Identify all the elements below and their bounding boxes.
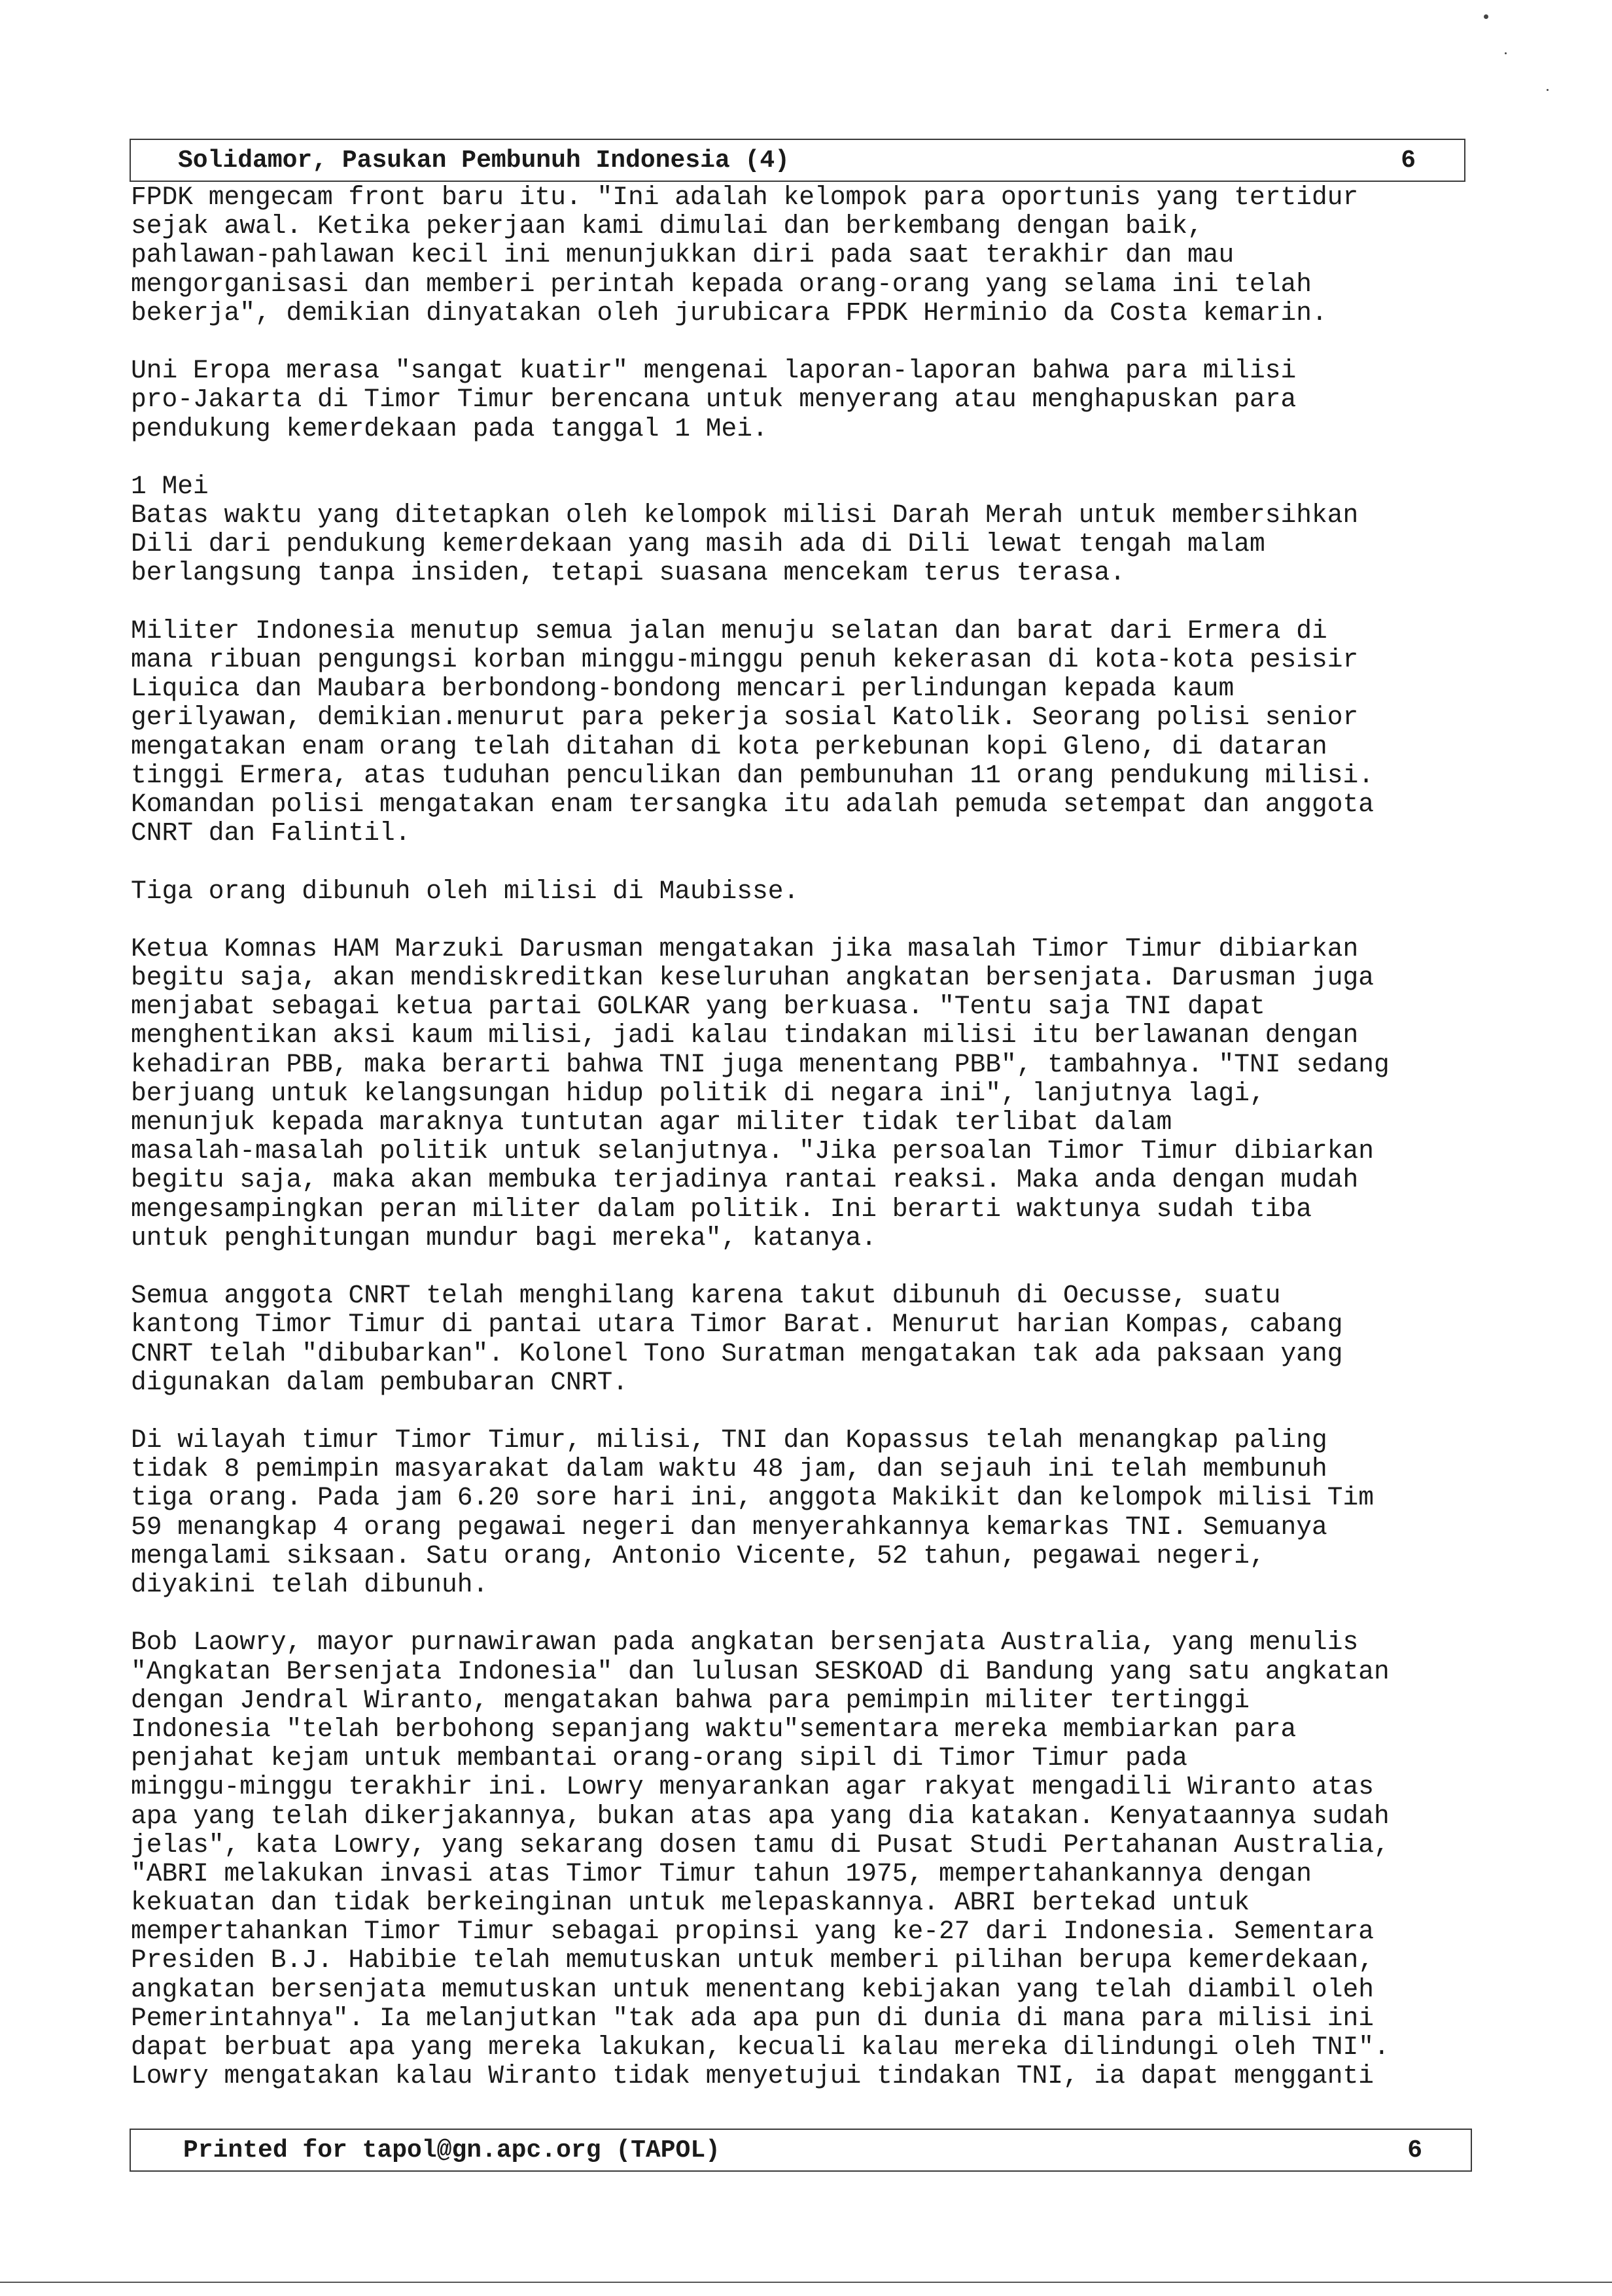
text-line: "ABRI melakukan invasi atas Timor Timur tahun 1975, mempertahankannya dengan — [131, 1858, 1312, 1888]
paragraph — [131, 1281, 1479, 1397]
text-line: untuk penghitungan mundur bagi mereka", katanya. — [131, 1223, 877, 1253]
text-line: Liquica dan Maubara berbondong-bondong mencari perlindungan kepada kaum — [131, 674, 1235, 704]
text-line: Uni Eropa merasa "sangat kuatir" mengenai laporan-laporan bahwa para milisi — [131, 356, 1297, 386]
text-line: berjuang untuk kelangsungan hidup politik di negara ini", lanjutnya lagi, — [131, 1078, 1265, 1108]
text-line: Tiga orang dibunuh oleh milisi di Maubisse. — [131, 876, 799, 906]
paragraph — [131, 1426, 1479, 1599]
text-line: menunjuk kepada maraknya tuntutan agar militer tidak terlibat dalam — [131, 1107, 1172, 1137]
text-line: Dili dari pendukung kemerdekaan yang masih ada di Dili lewat tengah malam — [131, 529, 1265, 559]
text-line: Di wilayah timur Timor Timur, milisi, TNI dan Kopassus telah menangkap paling — [131, 1425, 1327, 1455]
text-line: pendukung kemerdekaan pada tanggal 1 Mei. — [131, 413, 768, 444]
text-line: mengatakan enam orang telah ditahan di kota perkebunan kopi Gleno, di dataran — [131, 731, 1327, 761]
page-footer — [130, 2129, 1472, 2172]
page-header — [130, 139, 1465, 182]
text-line: mengesampingkan peran militer dalam politik. Ini berarti waktunya sudah tiba — [131, 1194, 1312, 1224]
text-line: tinggi Ermera, atas tuduhan penculikan dan pembunuhan 11 orang pendukung milisi. — [131, 760, 1375, 790]
text-line: berlangsung tanpa insiden, tetapi suasana mencekam terus terasa. — [131, 558, 1126, 588]
text-line: Semua anggota CNRT telah menghilang karena takut dibunuh di Oecusse, suatu — [131, 1281, 1281, 1311]
text-line: mengalami siksaan. Satu orang, Antonio Vicente, 52 tahun, pegawai negeri, — [131, 1540, 1265, 1571]
text-line: dengan Jendral Wiranto, mengatakan bahwa para pemimpin militer tertinggi — [131, 1685, 1250, 1715]
paragraph — [131, 935, 1479, 1253]
text-line: Presiden B.J. Habibie telah memutuskan untuk memberi pilihan berupa kemerdekaan, — [131, 1945, 1375, 1975]
scan-bottom-edge — [0, 2282, 1612, 2283]
text-line: Pemerintahnya". Ia melanjutkan "tak ada apa pun di dunia di mana para milisi ini — [131, 2003, 1375, 2033]
text-line: CNRT telah "dibubarkan". Kolonel Tono Suratman mengatakan tak ada paksaan yang — [131, 1338, 1343, 1368]
article-body — [131, 183, 1479, 2091]
text-line: kantong Timor Timur di pantai utara Timor Barat. Menurut harian Kompas, cabang — [131, 1310, 1343, 1340]
text-line: pahlawan-pahlawan kecil ini menunjukkan diri pada saat terakhir dan mau — [131, 240, 1235, 270]
text-line: masalah-masalah politik untuk selanjutnya. "Jika persoalan Timor Timur dibiarkan — [131, 1136, 1375, 1166]
text-line: Komandan polisi mengatakan enam tersangka itu adalah pemuda setempat dan anggota — [131, 789, 1375, 819]
scan-speck — [1547, 89, 1549, 91]
text-line: 59 menangkap 4 orang pegawai negeri dan menyerahkannya kemarkas TNI. Semuanya — [131, 1512, 1327, 1542]
paragraph — [131, 877, 1479, 906]
text-line: jelas", kata Lowry, yang sekarang dosen tamu di Pusat Studi Pertahanan Australia, — [131, 1830, 1390, 1860]
paragraph — [131, 183, 1479, 328]
text-line: mana ribuan pengungsi korban minggu-minggu penuh kekerasan di kota-kota pesisir — [131, 645, 1359, 674]
text-line: bekerja", demikian dinyatakan oleh jurubicara FPDK Herminio da Costa kemarin. — [131, 298, 1327, 328]
text-line: tiga orang. Pada jam 6.20 sore hari ini, anggota Makikit dan kelompok milisi Tim — [131, 1483, 1375, 1513]
paragraph — [131, 472, 1479, 588]
paragraph — [131, 1628, 1479, 2091]
text-line: menjabat sebagai ketua partai GOLKAR yang berkuasa. "Tentu saja TNI dapat — [131, 992, 1265, 1022]
text-line: kekuatan dan tidak berkeinginan untuk melepaskannya. ABRI bertekad untuk — [131, 1888, 1250, 1918]
text-line: penjahat kejam untuk membantai orang-orang sipil di Timor Timur pada — [131, 1743, 1188, 1773]
text-line: begitu saja, maka akan membuka terjadinya rantai reaksi. Maka anda dengan mudah — [131, 1165, 1359, 1195]
text-line: sejak awal. Ketika pekerjaan kami dimulai dan berkembang dengan baik, — [131, 211, 1203, 241]
text-line: angkatan bersenjata memutuskan untuk menentang kebijakan yang telah diambil oleh — [131, 1974, 1375, 2004]
text-line: Bob Laowry, mayor purnawirawan pada angkatan bersenjata Australia, yang menulis — [131, 1627, 1359, 1658]
text-line: mengorganisasi dan memberi perintah kepada orang-orang yang selama ini telah — [131, 269, 1312, 299]
text-line: pro-Jakarta di Timor Timur berencana untuk menyerang atau menghapuskan para — [131, 385, 1297, 415]
text-line: Batas waktu yang ditetapkan oleh kelompok milisi Darah Merah untuk membersihkan — [131, 500, 1359, 531]
text-line: Indonesia "telah berbohong sepanjang waktu"sementara mereka membiarkan para — [131, 1714, 1297, 1744]
text-line: mempertahankan Timor Timur sebagai propinsi yang ke-27 dari Indonesia. Sementara — [131, 1917, 1375, 1947]
text-line: apa yang telah dikerjakannya, bukan atas apa yang dia katakan. Kenyataannya sudah — [131, 1801, 1390, 1831]
header-page-number: 6 — [1401, 147, 1416, 175]
paragraph — [131, 617, 1479, 848]
text-line: begitu saja, akan mendiskreditkan keseluruhan angkatan bersenjata. Darusman juga — [131, 963, 1375, 993]
text-line: 1 Mei — [131, 471, 209, 501]
text-line: digunakan dalam pembubaran CNRT. — [131, 1367, 629, 1397]
footer-page-number: 6 — [1407, 2136, 1422, 2165]
text-line: tidak 8 pemimpin masyarakat dalam waktu 48 jam, dan sejauh ini telah membunuh — [131, 1454, 1327, 1484]
text-line: Lowry mengatakan kalau Wiranto tidak menyetujui tindakan TNI, ia dapat mengganti — [131, 2061, 1375, 2091]
text-line: Ketua Komnas HAM Marzuki Darusman mengatakan jika masalah Timor Timur dibiarkan — [131, 933, 1359, 964]
text-line: minggu-minggu terakhir ini. Lowry menyarankan agar rakyat mengadili Wiranto atas — [131, 1772, 1375, 1802]
text-line: diyakini telah dibunuh. — [131, 1570, 489, 1599]
text-line: kehadiran PBB, maka berarti bahwa TNI juga menentang PBB", tambahnya. "TNI sedang — [131, 1049, 1390, 1079]
text-line: "Angkatan Bersenjata Indonesia" dan lulusan SESKOAD di Bandung yang satu angkatan — [131, 1656, 1390, 1686]
scan-speck — [1505, 52, 1507, 54]
footer-printed-for: Printed for tapol@gn.apc.org (TAPOL) — [183, 2136, 720, 2165]
paragraph — [131, 357, 1479, 444]
text-line: gerilyawan, demikian.menurut para pekerja sosial Katolik. Seorang polisi senior — [131, 703, 1359, 733]
text-line: Militer Indonesia menutup semua jalan menuju selatan dan barat dari Ermera di — [131, 616, 1327, 646]
header-title: Solidamor, Pasukan Pembunuh Indonesia (4) — [178, 147, 790, 175]
text-line: menghentikan aksi kaum milisi, jadi kalau tindakan milisi itu berlawanan dengan — [131, 1020, 1359, 1051]
text-line: FPDK mengecam front baru itu. "Ini adalah kelompok para oportunis yang tertidur — [131, 183, 1359, 212]
text-line: dapat berbuat apa yang mereka lakukan, kecuali kalau mereka dilindungi oleh TNI". — [131, 2032, 1390, 2062]
text-line: CNRT dan Falintil. — [131, 818, 411, 848]
scan-speck — [1484, 14, 1488, 19]
